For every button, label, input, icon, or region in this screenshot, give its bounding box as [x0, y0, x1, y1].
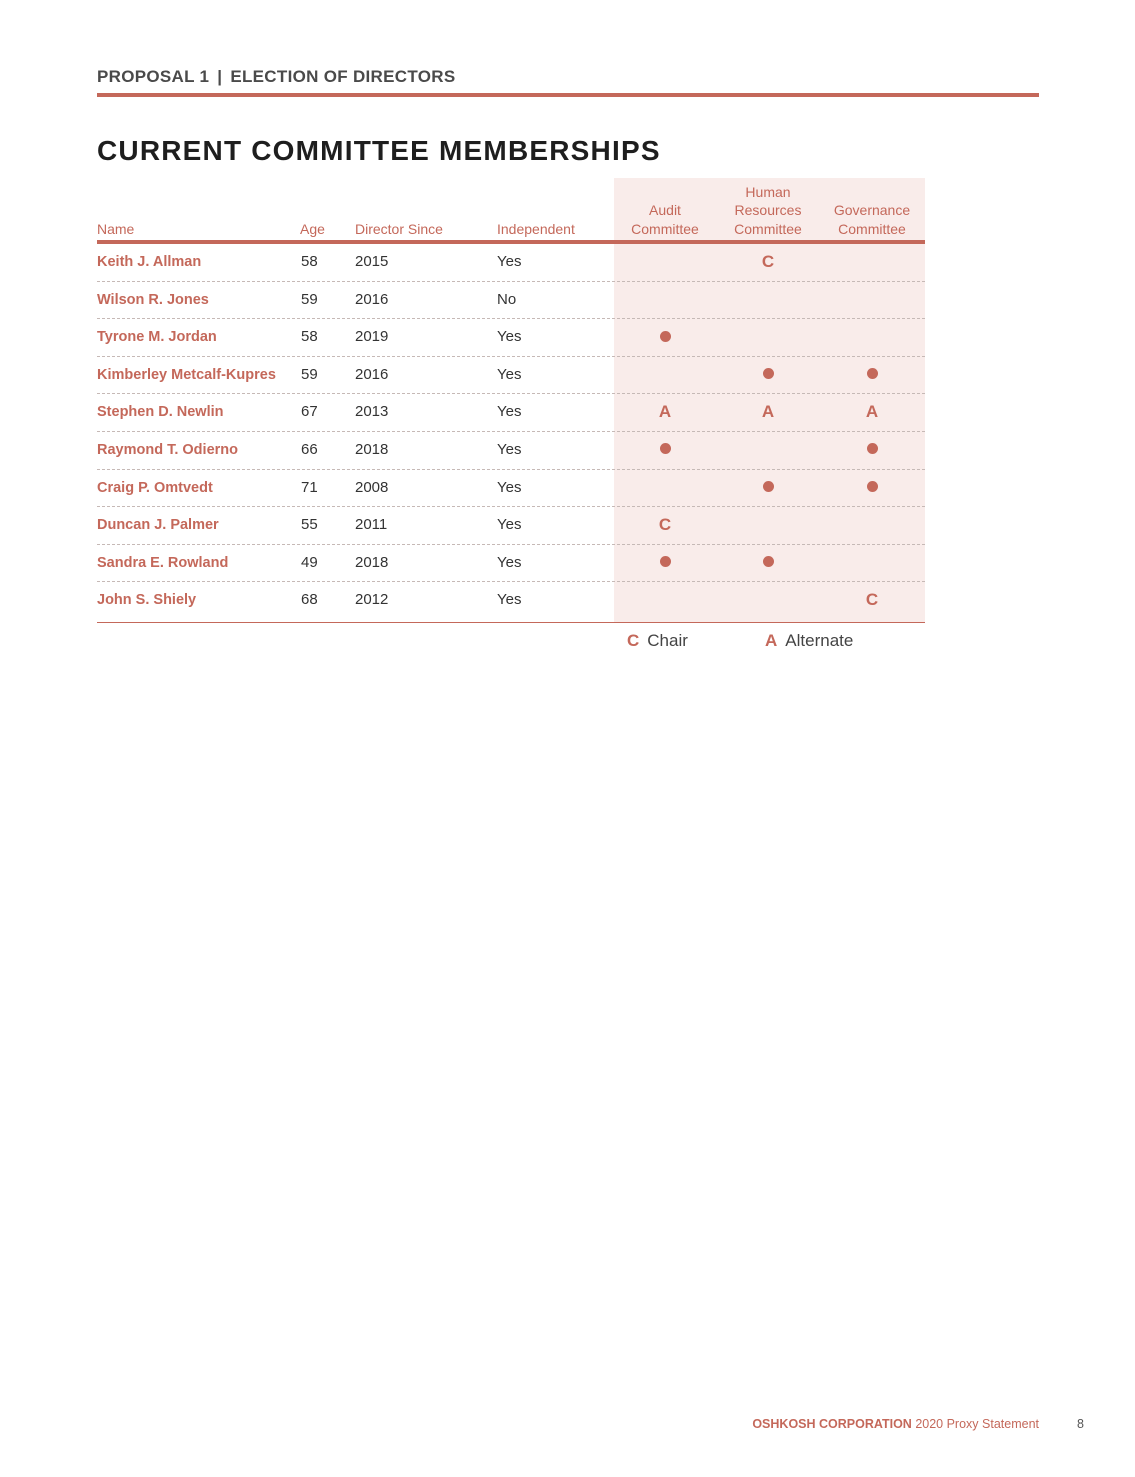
col-hr-line: Resources — [734, 202, 802, 218]
page-header — [97, 66, 1039, 88]
member-dot-icon — [763, 368, 774, 379]
director-since: 2011 — [355, 516, 388, 534]
director-since: 2012 — [355, 591, 389, 609]
table-row — [97, 470, 925, 508]
director-independent: Yes — [497, 591, 522, 609]
legend-alternate-symbol: A — [765, 631, 778, 650]
legend-chair-symbol: C — [627, 631, 640, 650]
gov-committee-cell — [822, 470, 922, 506]
col-audit-committee — [615, 201, 715, 238]
col-director-since: Director Since — [355, 220, 443, 237]
col-hr-line: Committee — [734, 220, 802, 237]
director-since: 2013 — [355, 403, 389, 421]
legend-alternate — [765, 631, 853, 651]
audit-committee-cell — [615, 545, 715, 581]
table-row — [97, 432, 925, 470]
col-audit-line: Audit — [649, 202, 681, 218]
audit-committee-cell — [615, 319, 715, 355]
director-name: Craig P. Omtvedt — [97, 479, 213, 496]
col-age: Age — [300, 220, 325, 237]
col-independent: Independent — [497, 220, 575, 237]
hr-committee-cell — [718, 545, 818, 581]
section-heading — [97, 66, 1039, 88]
committee-table — [97, 178, 925, 610]
director-since: 2008 — [355, 478, 389, 496]
legend-chair-label: Chair — [647, 631, 688, 650]
chair-marker: C — [761, 252, 775, 271]
table-row — [97, 319, 925, 357]
director-independent: Yes — [497, 553, 522, 571]
audit-committee-cell — [615, 507, 715, 543]
director-name: John S. Shiely — [97, 592, 197, 609]
audit-committee-cell — [615, 432, 715, 468]
member-dot-icon — [867, 481, 878, 492]
director-independent: No — [497, 290, 517, 308]
member-dot-icon — [660, 556, 671, 567]
member-dot-icon — [867, 368, 878, 379]
director-since: 2015 — [355, 253, 389, 270]
director-name: Raymond T. Odierno — [97, 441, 238, 458]
director-age: 55 — [301, 516, 318, 534]
director-age: 71 — [301, 478, 318, 496]
table-row — [97, 394, 925, 432]
director-independent: Yes — [497, 365, 522, 383]
director-age: 58 — [301, 328, 318, 346]
director-independent: Yes — [497, 403, 522, 421]
footer-document: 2020 Proxy Statement — [915, 1417, 1039, 1431]
page-title: CURRENT COMMITTEE MEMBERSHIPS — [97, 135, 661, 166]
alternate-marker: A — [761, 402, 775, 422]
chair-marker: C — [865, 590, 879, 610]
director-age: 68 — [301, 591, 318, 609]
table-row — [97, 507, 925, 545]
director-independent: Yes — [497, 440, 522, 458]
col-audit-line: Committee — [631, 220, 699, 237]
hr-committee-cell — [718, 394, 818, 430]
hr-committee-cell — [718, 357, 818, 393]
table-header — [97, 178, 925, 240]
table-row — [97, 545, 925, 583]
director-name: Tyrone M. Jordan — [97, 329, 217, 346]
director-name: Duncan J. Palmer — [97, 517, 219, 534]
director-independent: Yes — [497, 516, 522, 534]
member-dot-icon — [660, 443, 671, 454]
director-age: 59 — [301, 365, 318, 383]
director-since: 2016 — [355, 290, 389, 308]
table-row — [97, 357, 925, 395]
gov-committee-cell — [822, 394, 922, 430]
member-dot-icon — [763, 556, 774, 567]
legend-alternate-label: Alternate — [785, 631, 854, 650]
section-separator: | — [217, 67, 223, 86]
director-since: 2016 — [355, 365, 389, 383]
page-footer — [752, 1417, 1039, 1431]
director-name: Stephen D. Newlin — [97, 404, 224, 421]
alternate-marker: A — [865, 402, 879, 422]
member-dot-icon — [763, 481, 774, 492]
alternate-marker: A — [658, 402, 672, 422]
director-age: 49 — [301, 553, 318, 571]
col-hr-committee — [718, 183, 818, 239]
gov-committee-cell — [822, 357, 922, 393]
director-age: 66 — [301, 440, 318, 458]
gov-committee-cell — [822, 432, 922, 468]
gov-committee-cell — [822, 582, 922, 618]
col-hr-line: Human — [745, 183, 791, 200]
section-title: ELECTION OF DIRECTORS — [230, 67, 456, 86]
col-name: Name — [97, 220, 135, 237]
director-age: 67 — [301, 403, 318, 421]
member-dot-icon — [867, 443, 878, 454]
director-since: 2018 — [355, 440, 389, 458]
col-governance-line: Committee — [838, 220, 906, 237]
footer-company: OSHKOSH CORPORATION — [752, 1417, 912, 1431]
director-since: 2018 — [355, 553, 389, 571]
director-independent: Yes — [497, 328, 522, 346]
table-row — [97, 282, 925, 320]
director-independent: Yes — [497, 478, 522, 496]
legend-chair — [627, 631, 688, 651]
header-rule — [97, 93, 1039, 97]
col-governance-committee — [822, 201, 922, 238]
director-name: Wilson R. Jones — [97, 291, 209, 308]
director-age: 58 — [301, 253, 318, 270]
table-row — [97, 244, 925, 282]
director-name: Kimberley Metcalf-Kupres — [97, 366, 276, 383]
chair-marker: C — [658, 515, 672, 535]
director-name: Sandra E. Rowland — [97, 554, 229, 571]
table-row — [97, 582, 925, 623]
page-number: 8 — [1077, 1417, 1084, 1431]
director-name: Keith J. Allman — [97, 254, 202, 270]
col-governance-line: Governance — [833, 202, 911, 218]
director-age: 59 — [301, 290, 318, 308]
hr-committee-cell — [718, 244, 818, 280]
table-body — [97, 244, 925, 623]
section-label: PROPOSAL 1 — [97, 67, 210, 86]
hr-committee-cell — [718, 470, 818, 506]
director-independent: Yes — [497, 253, 522, 270]
member-dot-icon — [660, 331, 671, 342]
director-since: 2019 — [355, 328, 389, 346]
audit-committee-cell — [615, 394, 715, 430]
